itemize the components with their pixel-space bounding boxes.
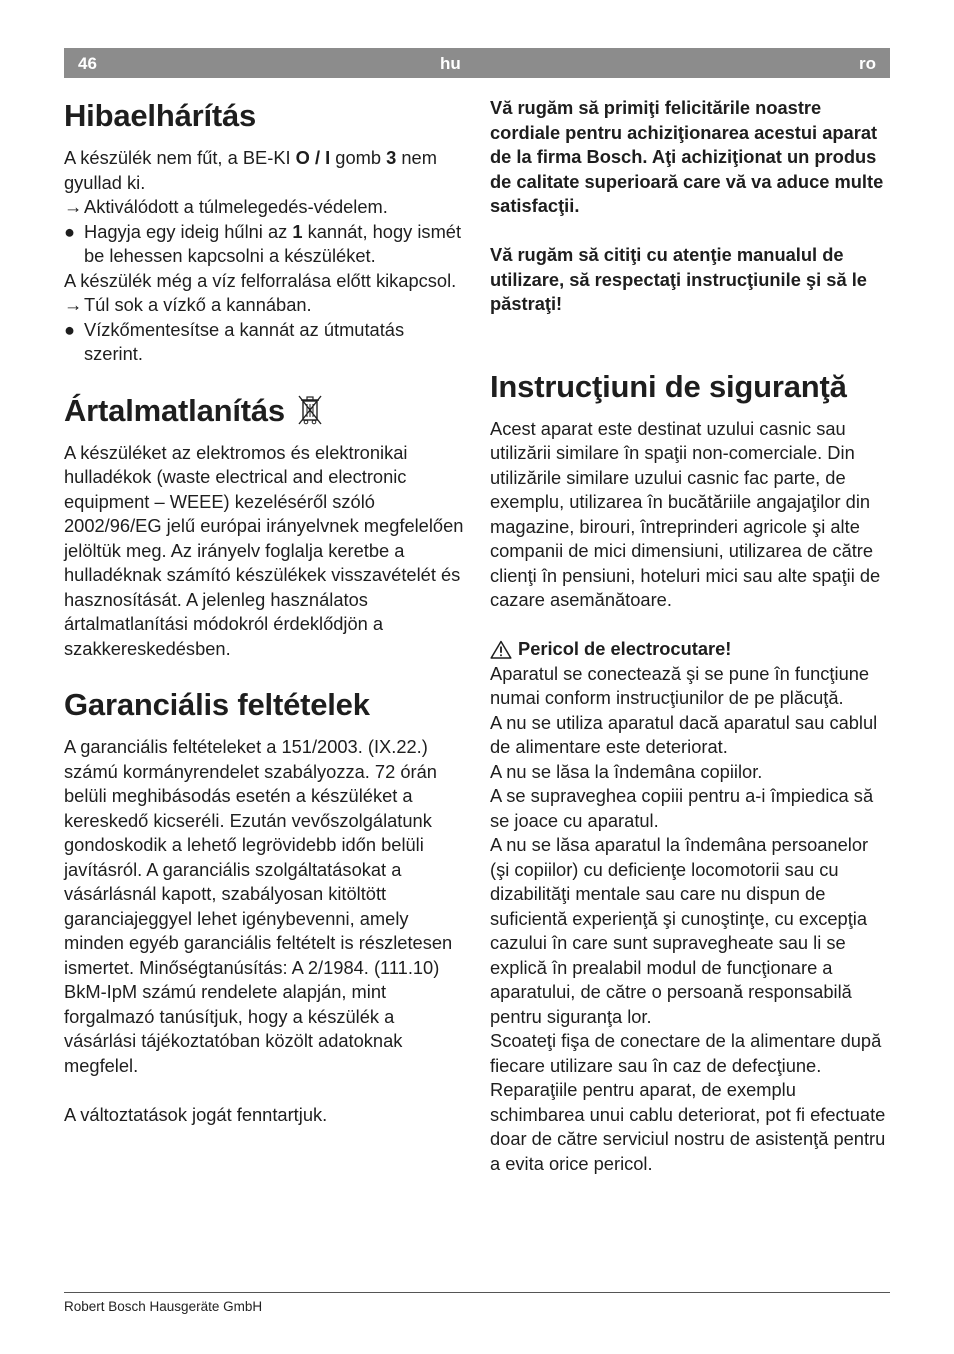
problem-1-text-2: gomb [330, 147, 387, 168]
bullet-icon: ● [64, 220, 76, 242]
cause-2-text: Túl sok a vízkő a kannában. [84, 294, 312, 315]
warranty-text: A garanciális feltételeket a 151/2003. (IX.22.) számú kormányrendelet szabályozza. 72 órán belüli meghibásodás esetén a készüléket a kereskedő kicseréli. Ezután vevőszolgálatunk gondoskodik a lehető legrövidebb időn belüli javításról. A garanciális szolgáltatásokat a vásárlásnál kapott, szabályosan kitöltött garanciajeggyel lehet igénybevenni, amely minden egyéb garanciális feltételt is részletesen ismertet. Minőségtanúsítás: A 2/1984. (111.10) BkM-IpM számú rendelete alapján, mint forgalmazó tanúsítjuk, hogy a készülék a vásárlási tájékoztatóban közölt adatoknak megfelel. [64, 736, 453, 1076]
warning-item: Aparatul se conectează şi se pune în funcţiune numai conform instrucţiunilor de pe plăcuţă. [490, 662, 870, 708]
button-label: O / I [295, 147, 331, 168]
fix-1 [64, 220, 466, 269]
problem-1 [64, 146, 466, 195]
intro-read-manual: Vă rugăm să citiţi cu atenţie manualul de utilizare, să respectaţi instrucţiunile şi să le păstraţi! [490, 244, 867, 314]
arrow-icon: → [64, 294, 83, 315]
fix-2-text: Vízkőmentesítse a kannát az útmutatás szerint. [84, 318, 405, 364]
left-column [64, 96, 466, 1127]
kettle-number: 1 [292, 220, 303, 242]
footer-divider [64, 1292, 890, 1293]
troubleshooting-title: Hibaelhárítás [64, 98, 257, 133]
footer-company: Robert Bosch Hausgeräte GmbH [64, 1299, 263, 1314]
warranty-note: A változtatások jogát fenntartjuk. [64, 1103, 328, 1125]
safety-section [490, 367, 892, 1177]
cause-1 [64, 195, 466, 220]
disposal-text: A készüléket az elektromos és elektronikai hulladékok (waste electrical and electronic equipment – WEEE) kezeléséről szóló 2002/96/EG jelű európai irányelvnek megfelelően jelöltük meg. Az irányelv foglalja keretbe a hulladéknak számító készülékek visszavételét és hasznosítását. A jelenleg használatos ártalmatlanítási módokról érdeklődjön a szakkereskedésben. [64, 441, 464, 659]
warning-item: Scoateţi fişa de conectare de la alimentare după fiecare utilizare sau în caz de defecţiune. [490, 1030, 882, 1076]
warranty-section [64, 685, 466, 1127]
warning-item: Reparaţiile pentru aparat, de exemplu schimbarea unui cablu deteriorat, pot fi efectuate doar de către serviciul nostru de asistenţă pentru a evita orice pericol. [490, 1079, 886, 1174]
warning-item: A nu se lăsa aparatul la îndemâna persoanelor (şi copiilor) cu deficienţe locomotorii sau cu dizabilităţi mentale sau care nu dispun de suficientă experienţă şi cunoştinţe, cu excepţia cazului în care sunt supravegheate sau li se explică în prealabil modul de funcţionare a aparatului, de către o persoană responsabilă pentru siguranţa lor. [490, 834, 869, 1027]
safety-intro: Acest aparat este destinat uzului casnic sau utilizării similare în spaţii non-comerciale. Din utilizările similare uzului casnic fac parte, de exemplu, utilizarea în bucătăriile angajaţilor din magazine, birouri, întreprinderi agricole şi alte companii de mici dimensiuni, utilizarea de către clienţi în pensiuni, hoteluri mici sau alte spaţii de cazare asemănătoare. [490, 417, 881, 610]
safety-title: Instrucţiuni de siguranţă [490, 368, 847, 404]
fix-1-text: Hagyja egy ideig hűlni az [84, 220, 293, 242]
problem-1-text-3: nem gyullad ki. [64, 147, 437, 193]
warning-title-text: Pericol de electrocutare! [518, 638, 732, 659]
language-tag-ro: ro [859, 54, 876, 73]
problem-2: A készülék még a víz felforralása előtt kikapcsol. [64, 269, 457, 291]
right-column [490, 96, 892, 1176]
page-number: 46 [78, 54, 97, 73]
warning-item: A nu se lăsa la îndemâna copiilor. [490, 760, 763, 782]
page-header-bar [64, 48, 890, 78]
warning-item: A se supraveghea copiii pentru a-i împiedica să se joace cu aparatul. [490, 785, 874, 831]
warranty-title: Garanciális feltételek [64, 687, 370, 722]
disposal-title [64, 391, 466, 431]
bullet-icon: ● [64, 318, 76, 340]
intro-congratulations: Vă rugăm să primiţi felicitările noastre cordiale pentru achiziţionarea acestui aparat de la firma Bosch. Aţi achiziţionat un produs de calitate superioară care vă va aduce multe satisfacţii. [490, 97, 884, 216]
arrow-icon: → [64, 196, 83, 217]
crossed-out-bin-icon [297, 392, 323, 426]
electrocution-warning-title [490, 637, 892, 662]
button-number: 3 [386, 147, 397, 168]
cause-2 [64, 293, 466, 318]
fix-2 [64, 318, 466, 367]
warning-triangle-icon [490, 640, 512, 659]
disposal-section [64, 391, 466, 662]
troubleshooting-section [64, 96, 466, 367]
fix-1-text-2: kannát, hogy ismét be lehessen kapcsolni a készüléket. [84, 220, 462, 266]
cause-1-text: Aktiválódott a túlmelegedés-védelem. [84, 196, 388, 217]
problem-1-text: A készülék nem fűt, a BE-KI [64, 147, 296, 168]
warning-item: A nu se utiliza aparatul dacă aparatul sau cablul de alimentare este deteriorat. [490, 711, 878, 757]
disposal-title-text: Ártalmatlanítás [64, 392, 285, 428]
language-tag-hu: hu [440, 54, 461, 73]
